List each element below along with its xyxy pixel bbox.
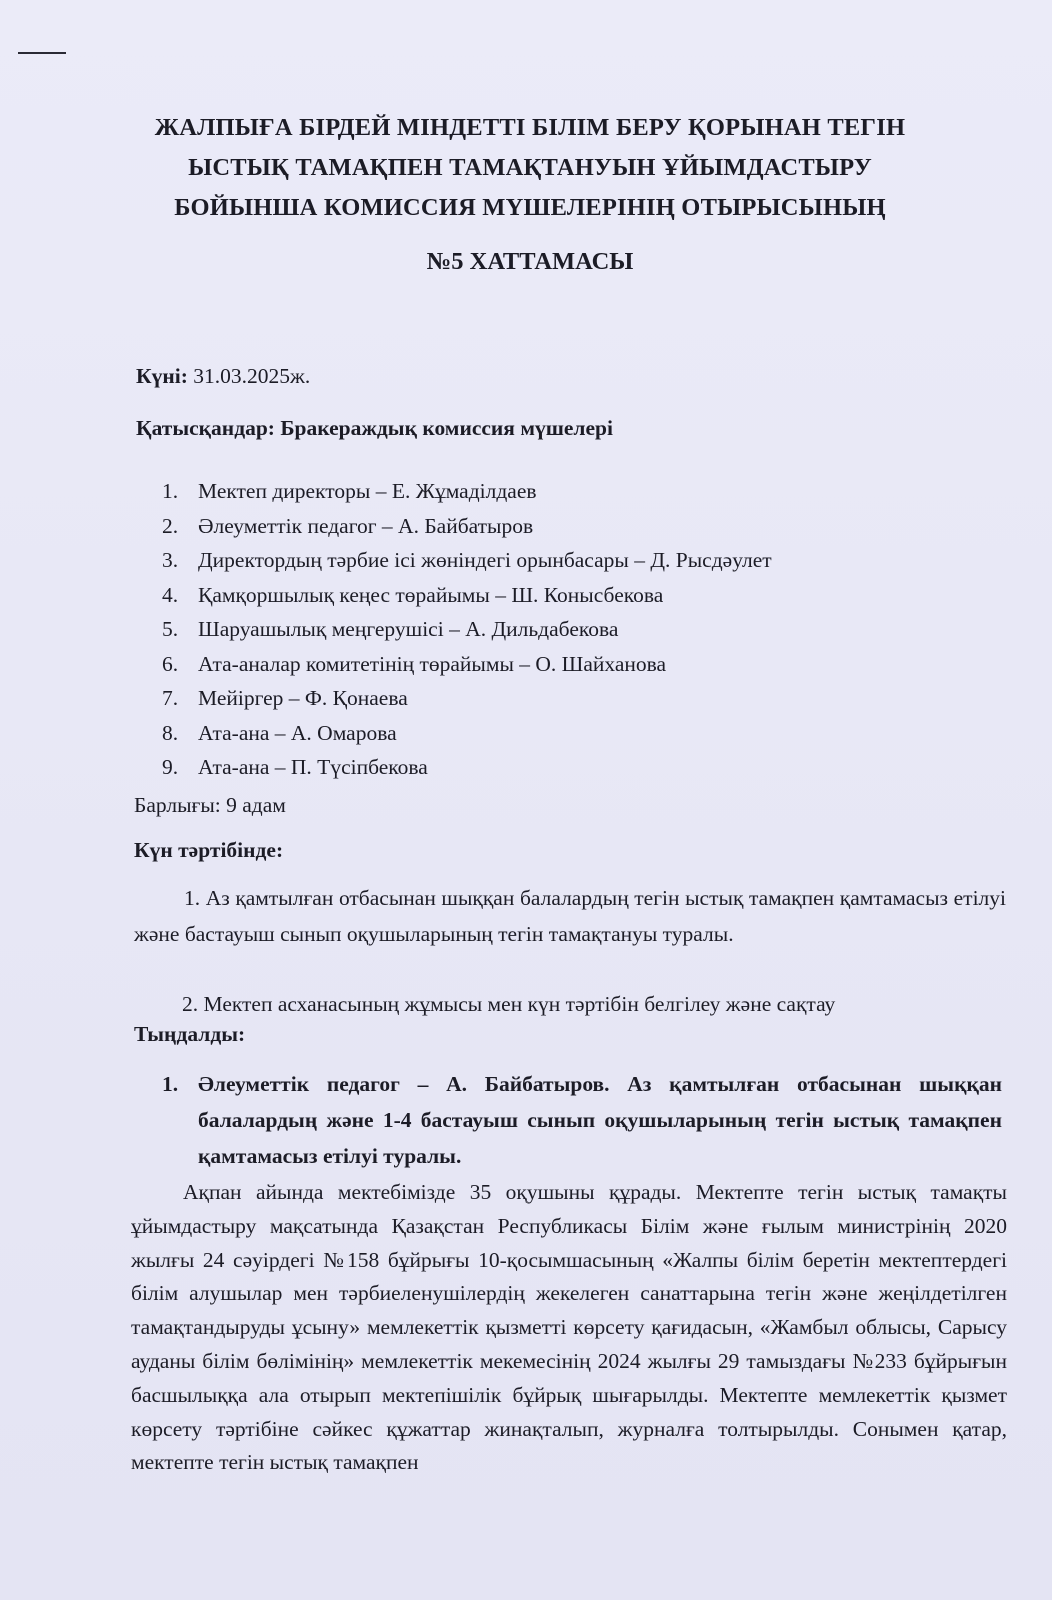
list-item [162, 474, 772, 509]
list-item [162, 543, 772, 578]
item-text: Мектеп директоры – Е. Жұмаділдаев [198, 479, 537, 503]
report-paragraph: Ақпан айында мектебімізде 35 оқушыны құрады. Мектепте тегін ыстық тамақты ұйымдастыру мақсатында Қазақстан Республикасы Білім және ғылым министрінің 2020 жылғы 24 сәуірдегі №158 бұйрығы 10-қосымшасының «Жалпы білім беретін мектептердегі білім алушылар мен тәрбиеленушілердің жекелеген санаттарына тегін және жеңілдетілген тамақтандыруды ұсыну» мемлекеттік қызметті көрсету қағидасын, «Жамбыл облысы, Сарысу ауданы білім бөлімінің» мемлекеттік мекемесінің 2024 жылғы 29 тамыздағы №233 бұйрығын басшылыққа ала отырып мектепішілік бұйрық шығарылды. Мектепте мемлекеттік қызмет көрсету тәртібіне сәйкес құжаттар жинақталып, журналға толтырылды. Сонымен қатар, мектепте тегін ыстық тамақпен [131, 1180, 1007, 1475]
agenda-item-2: 2. Мектеп асханасының жұмысы мен күн тәртібін белгілеу және сақтау [182, 992, 836, 1016]
date-label: Күні: [136, 364, 188, 388]
participants-list [162, 474, 772, 785]
agenda-heading: Күн тәртібінде: [134, 838, 284, 862]
item-number: 6. [162, 651, 179, 676]
protocol-number: №5 ХАТТАМАСЫ [426, 248, 634, 275]
item-number: 1. [162, 1072, 179, 1096]
list-item [162, 681, 772, 716]
date-line [136, 364, 310, 389]
item-number: 3. [162, 548, 179, 572]
heard-item-1 [162, 1066, 1002, 1174]
item-text: Ата-аналар комитетінің төрайымы – О. Шайханова [198, 651, 667, 676]
title-line: БОЙЫНША КОМИССИЯ МҮШЕЛЕРІНІҢ ОТЫРЫСЫНЫҢ [174, 194, 886, 221]
item-text: Директордың тәрбие ісі жөніндегі орынбасары – Д. Рысдәулет [198, 548, 772, 572]
date-value: 31.03.2025ж. [187, 364, 311, 388]
item-text: Қамқоршылық кеңес төрайымы – Ш. Конысбекова [198, 582, 664, 607]
item-number: 8. [162, 720, 179, 745]
item-number: 2. [162, 513, 179, 538]
item-number: 1. [162, 479, 179, 503]
list-item [162, 647, 772, 682]
item-text: Шаруашылық меңгерушісі – А. Дильдабекова [198, 617, 619, 641]
list-item [162, 716, 772, 751]
list-item [162, 612, 772, 647]
document-title [130, 108, 930, 228]
item-number: 7. [162, 686, 179, 710]
agenda-item-1: 1. Аз қамтылған отбасынан шыққан балалардың тегін ыстық тамақпен қамтамасыз етілуі және бастауыш сынып оқушыларының тегін тамақтануы туралы. [134, 886, 1006, 946]
item-number: 4. [162, 582, 179, 607]
list-item [162, 750, 772, 785]
item-text: Мейіргер – Ф. Қонаева [198, 686, 408, 710]
item-text: Әлеуметтік педагог – А. Байбатыров. Аз қамтылған отбасынан шыққан балалардың және 1-4 бастауыш сынып оқушыларының тегін ыстық тамақпен қамтамасыз етілуі туралы. [198, 1072, 1002, 1168]
title-line: ЖАЛПЫҒА БІРДЕЙ МІНДЕТТІ БІЛІМ БЕРУ ҚОРЫНАН ТЕГІН [154, 114, 906, 141]
participants-heading [136, 416, 613, 441]
item-text: Әлеуметтік педагог – А. Байбатыров [198, 513, 534, 538]
item-text: Ата-ана – А. Омарова [198, 720, 397, 745]
title-line: ЫСТЫҚ ТАМАҚПЕН ТАМАҚТАНУЫН ҰЙЫМДАСТЫРУ [188, 154, 872, 181]
item-number: 9. [162, 755, 179, 779]
list-item [162, 578, 772, 613]
participants-label: Қатысқандар: Бракераждық комиссия мүшелері [136, 416, 613, 440]
participants-total: Барлығы: 9 адам [134, 793, 286, 817]
heard-heading: Тыңдалды: [134, 1022, 246, 1046]
list-item [162, 509, 772, 544]
item-number: 5. [162, 617, 179, 641]
corner-mark [18, 52, 66, 54]
item-text: Ата-ана – П. Түсіпбекова [198, 755, 428, 779]
